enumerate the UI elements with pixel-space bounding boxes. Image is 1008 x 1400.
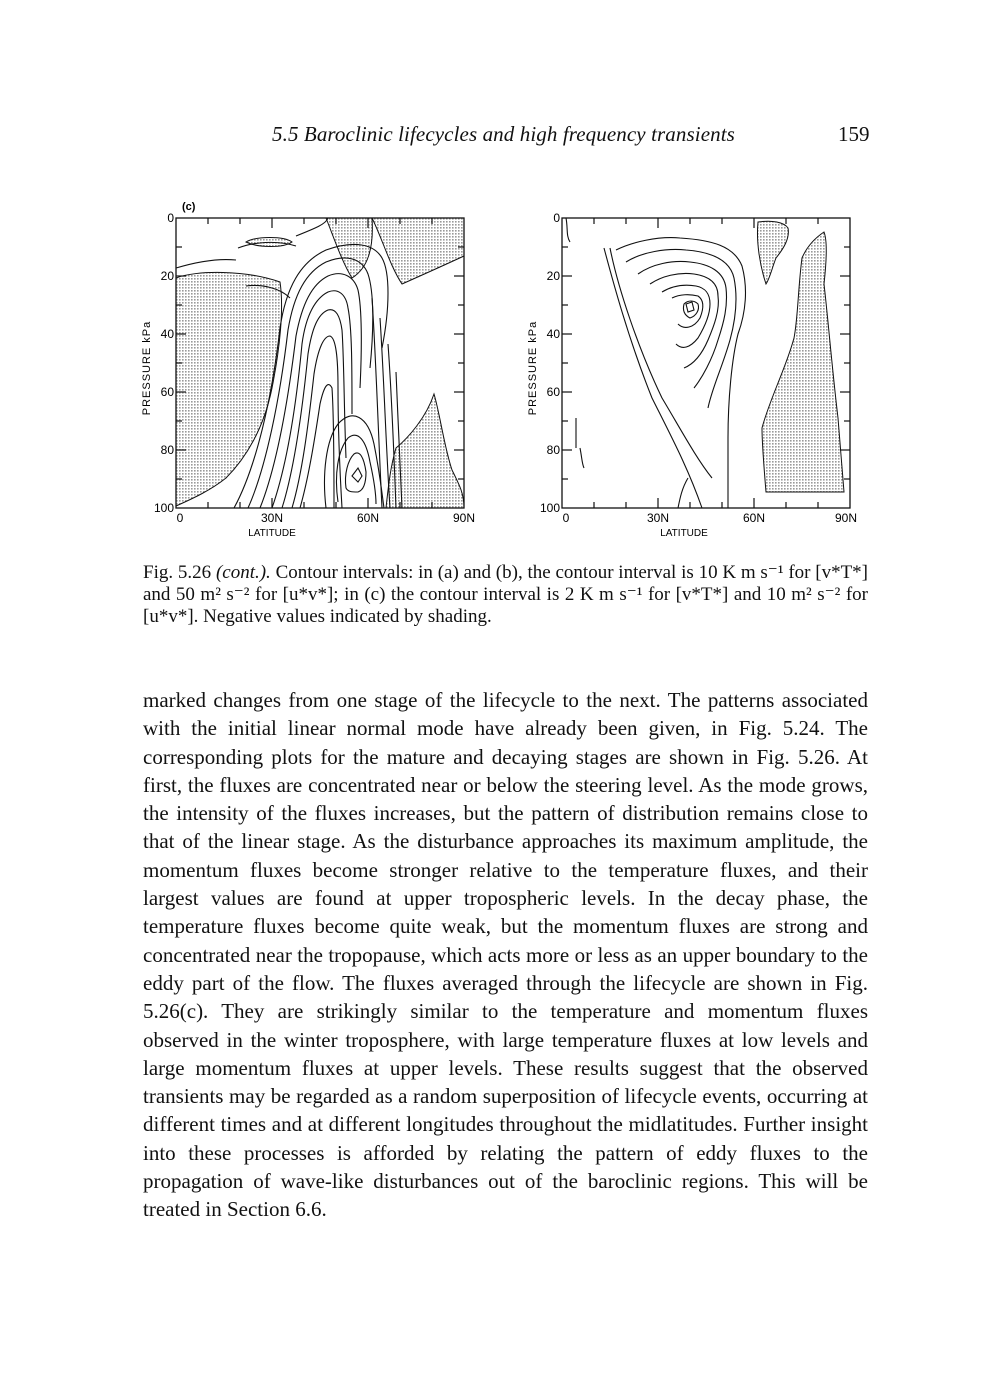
- right-y-tick: 0: [553, 211, 560, 225]
- left-y-tick: 40: [160, 327, 174, 341]
- caption-cont: (cont.).: [215, 562, 271, 583]
- figure-caption: [143, 562, 868, 628]
- panel-label: (c): [182, 201, 196, 213]
- left-x-tick: 0: [176, 511, 184, 525]
- right-y-axis-label: PRESSURE kPa: [527, 320, 539, 416]
- right-x-tick: 0: [562, 511, 570, 525]
- page-header: [0, 122, 1008, 152]
- left-y-tick: 80: [160, 443, 174, 457]
- left-y-axis-label: PRESSURE kPa: [141, 320, 153, 416]
- right-y-tick: 60: [546, 385, 560, 399]
- right-x-axis-label: LATITUDE: [660, 528, 708, 539]
- left-negative-shading: [176, 218, 464, 508]
- left-x-axis-label: LATITUDE: [248, 528, 296, 539]
- right-negative-shading: [757, 221, 844, 492]
- body-text: [143, 686, 868, 1224]
- right-contours: [566, 218, 745, 508]
- left-x-tick: 60N: [356, 511, 380, 525]
- caption-text: Contour intervals: in (a) and (b), the contour interval is 10 K m s⁻¹ for [v*T*] and 50 m² s⁻² for [u*v*]; in (c) the contour interval is 2 K m s⁻¹ for [v*T*] and 10 m² s⁻² for [u*v*]. Negative values indicated by shading.: [143, 562, 869, 627]
- right-y-tick: 80: [546, 443, 560, 457]
- left-panel: [141, 211, 475, 539]
- right-y-tick-labels: [540, 211, 560, 515]
- right-x-tick: 60N: [742, 511, 766, 525]
- right-x-tick-labels: [563, 511, 857, 525]
- left-y-tick: 0: [167, 211, 174, 225]
- right-y-tick: 100: [539, 501, 560, 515]
- body-paragraph: marked changes from one stage of the lifecycle to the next. The patterns associated with the initial linear normal mode have already been given, in Fig. 5.24. The corresponding plots for the mature and decaying stages are shown in Fig. 5.26. At first, the fluxes are concentrated near or below the steering level. As the mode grows, the intensity of the fluxes increases, but the pattern of distribution remains close to that of the linear stage. As the disturbance approaches its maximum amplitude, the momentum fluxes become stronger relative to the temperature fluxes, and their largest values are found at upper tropospheric levels. In the decay phase, the temperature fluxes become quite weak, but the momentum fluxes are strong and concentrated near the tropopause, which acts more or less as an upper boundary to the eddy part of the flow. The fluxes averaged through the lifecycle are shown in Fig. 5.26(c). They are strikingly similar to the temperature and momentum fluxes observed in the winter troposphere, with large temperature fluxes at low levels and large momentum fluxes at upper levels. These results suggest that the observed transients may be regarded as a random superposition of lifecycle events, occurring at different times and at different longitudes throughout the midlatitudes. Further insight into these processes is afforded by relating the pattern of eddy fluxes to the propagation of wave-like disturbances out of the baroclinic regions. This will be treated in Section 6.6.: [143, 688, 868, 1222]
- right-panel: [527, 211, 857, 539]
- left-x-tick-labels: [177, 511, 475, 525]
- right-y-tick: 20: [546, 269, 560, 283]
- left-x-tick: 30N: [260, 511, 284, 525]
- right-x-tick: 30N: [646, 511, 670, 525]
- left-y-tick-labels: [154, 211, 174, 515]
- page-number: 159: [838, 122, 870, 146]
- running-head: 5.5 Baroclinic lifecycles and high frequency transients: [272, 122, 735, 146]
- left-y-tick: 60: [160, 385, 174, 399]
- caption-label: Fig. 5.26: [143, 562, 212, 583]
- figure-5-26c: [130, 196, 890, 556]
- left-y-tick: 100: [153, 501, 174, 515]
- right-x-tick: 90N: [834, 511, 858, 525]
- left-y-tick: 20: [160, 269, 174, 283]
- right-y-tick: 40: [546, 327, 560, 341]
- left-x-tick: 90N: [452, 511, 476, 525]
